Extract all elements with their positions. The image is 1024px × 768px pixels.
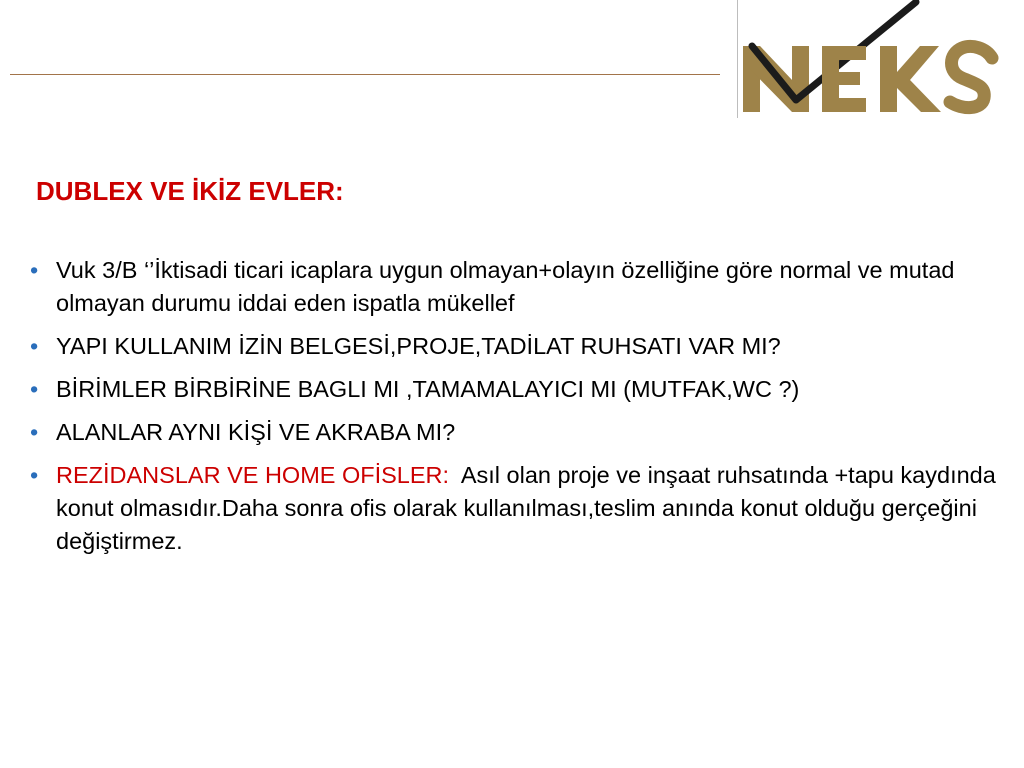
list-item	[30, 373, 1000, 406]
list-item	[30, 459, 1000, 558]
bullet-icon: •	[30, 333, 39, 359]
bullet-lead-residences: REZİDANSLAR VE HOME OFİSLER:	[56, 462, 450, 488]
neks-logo	[740, 0, 1002, 118]
slide-title: DUBLEX VE İKİZ EVLER:	[36, 176, 344, 206]
header-rule	[10, 74, 720, 75]
list-item	[30, 254, 1000, 320]
list-item	[30, 330, 1000, 363]
bullet-text: BİRİMLER BİRBİRİNE BAGLI MI ,TAMAMALAYICI MI (MUTFAK,WC ?)	[56, 376, 800, 402]
bullet-icon: •	[30, 462, 39, 488]
bullet-icon: •	[30, 419, 39, 445]
bullet-text: Asıl olan proje ve inşaat ruhsatında +tapu kaydında konut olmasıdır.Daha sonra ofis olarak kullanılması,teslim anında konut olduğu gerçeğini değiştirmez.	[56, 462, 996, 554]
list-item	[30, 416, 1000, 449]
bullet-list	[30, 254, 1000, 568]
logo-divider	[737, 0, 738, 118]
logo-text: NEKS	[740, 0, 743, 1]
bullet-text: ALANLAR AYNI KİŞİ VE AKRABA MI?	[56, 419, 456, 445]
bullet-icon: •	[30, 257, 39, 283]
bullet-icon: •	[30, 376, 39, 402]
bullet-text: YAPI KULLANIM İZİN BELGESİ,PROJE,TADİLAT RUHSATI VAR MI?	[56, 333, 781, 359]
bullet-text: Vuk 3/B ‘’İktisadi ticari icaplara uygun olmayan+olayın özelliğine göre normal ve mutad olmayan durumu iddai eden ispatla mükellef	[56, 257, 955, 316]
